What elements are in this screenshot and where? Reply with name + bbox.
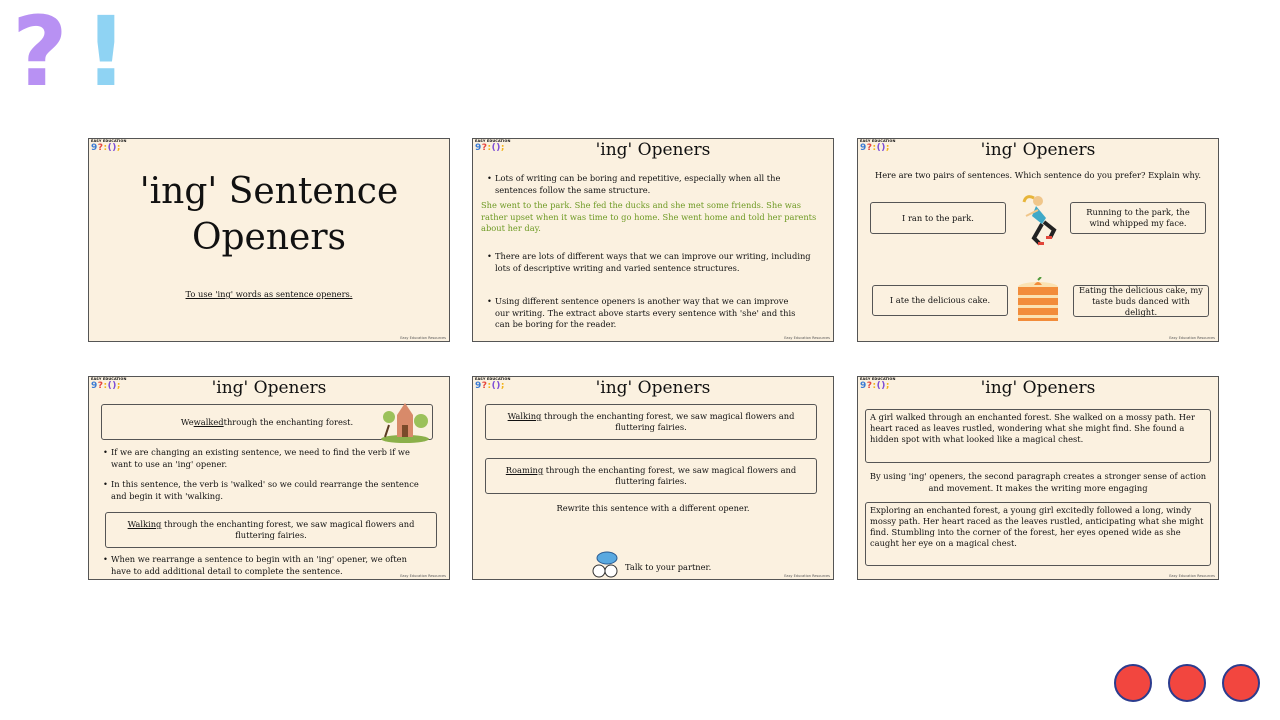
fairy-house-icon [377, 397, 433, 443]
slide-footer: Easy Education Resources [784, 336, 830, 340]
slide-footer: Easy Education Resources [1169, 574, 1215, 578]
extract-text: She went to the park. She fed the ducks and she met some friends. She was rather upset when it was time to go home. She went home and told her parents about her day. [481, 200, 817, 233]
learning-objective: To use 'ing' words as sentence openers. [185, 289, 353, 299]
example-box: We walked through the enchanting forest. [101, 404, 433, 440]
mini-logo: EASY EDUCATION 9?:(); [91, 377, 127, 391]
sentence-box: Running to the park, the wind whipped my face. [1070, 202, 1206, 234]
explanation-text: By using 'ing' openers, the second paragraph creates a stronger sense of action and movement. It makes the writing more engaging [869, 471, 1207, 493]
bullet-text: • Lots of writing can be boring and repetitive, especially when all the sentences follow the same structure. [495, 173, 811, 196]
paragraph-box: A girl walked through an enchanted forest. She walked on a mossy path. Her heart raced as leaves rustled, wondering what she might find. She found a hidden spot with what looked like a magical chest. [865, 409, 1211, 463]
mini-logo: EASY EDUCATION 9?:(); [475, 139, 511, 153]
runner-icon [1016, 194, 1064, 250]
slide-title: 'ing' Openers [980, 140, 1096, 160]
slide-thumbnail-4[interactable] [88, 376, 450, 580]
slide-thumbnail-2[interactable] [472, 138, 834, 342]
question-mark-icon: ? [12, 0, 68, 108]
slide-footer: Easy Education Resources [784, 574, 830, 578]
slide-thumbnail-3[interactable] [857, 138, 1219, 342]
sentence-box: I ate the delicious cake. [872, 285, 1008, 316]
sentence-box: Eating the delicious cake, my taste buds danced with delight. [1073, 285, 1209, 317]
slide-footer: Easy Education Resources [1169, 336, 1215, 340]
instruction-text: Rewrite this sentence with a different opener. [556, 503, 750, 513]
example-box: Roaming through the enchanting forest, we saw magical flowers and fluttering fairies. [485, 458, 817, 494]
talk-partner-text: Talk to your partner. [625, 562, 712, 572]
example-box: Walking through the enchanting forest, we saw magical flowers and fluttering fairies. [105, 512, 437, 548]
bullet-text: • When we rearrange a sentence to begin with an 'ing' opener, we often have to add additional detail to complete the sentence. [111, 554, 429, 577]
slide-footer: Easy Education Resources [400, 336, 446, 340]
paragraph-box: Exploring an enchanted forest, a young girl excitedly followed a long, windy mossy path. Her heart raced as the leaves rustled, anticipating what she might find. Stumbling into the corner of the forest, her eyes opened wide as she caught her eye on a magical chest. [865, 502, 1211, 566]
mini-logo: EASY EDUCATION 9?:(); [860, 377, 896, 391]
sentence-box: I ran to the park. [870, 202, 1006, 234]
mini-logo: EASY EDUCATION 9?:(); [91, 139, 127, 153]
mini-logo-text: EASY EDUCATION [91, 139, 127, 143]
slide-title: 'ing' Openers [211, 378, 327, 398]
bullet-text: • In this sentence, the verb is 'walked' so we could rearrange the sentence and begin it with 'walking. [111, 479, 423, 502]
slide-title: 'ing' Openers [980, 378, 1096, 398]
slide-footer: Easy Education Resources [400, 574, 446, 578]
cake-icon [1014, 277, 1062, 327]
bullet-text: • There are lots of different ways that we can improve our writing, including lots of descriptive writing and varied sentence structures. [495, 251, 815, 274]
slide-thumbnail-1[interactable] [88, 138, 450, 342]
exclamation-mark-icon: ! [84, 0, 128, 108]
bullet-text: • If we are changing an existing sentence, we need to find the verb if we want to use an 'ing' opener. [111, 447, 427, 470]
example-box: Walking through the enchanting forest, we saw magical flowers and fluttering fairies. [485, 404, 817, 440]
mini-logo: EASY EDUCATION 9?:(); [475, 377, 511, 391]
slide-title: 'ing' Openers [595, 140, 711, 160]
scribble-circle-icon [1222, 664, 1260, 702]
mini-logo: EASY EDUCATION 9?:(); [860, 139, 896, 153]
scribble-circle-icon [1114, 664, 1152, 702]
slide-thumbnail-5[interactable] [472, 376, 834, 580]
slide-thumbnail-6[interactable] [857, 376, 1219, 580]
slide-title: 'ing' Openers [595, 378, 711, 398]
talk-partner-icon [589, 551, 623, 579]
prompt-text: Here are two pairs of sentences. Which sentence do you prefer? Explain why. [874, 170, 1202, 180]
slide-title: 'ing' Sentence Openers [139, 171, 399, 258]
brand-logo [12, 0, 128, 108]
bullet-text: • Using different sentence openers is another way that we can improve our writing. The extract above starts every sentence with 'she' and this can be boring for the reader. [495, 296, 803, 331]
scribble-circle-icon [1168, 664, 1206, 702]
